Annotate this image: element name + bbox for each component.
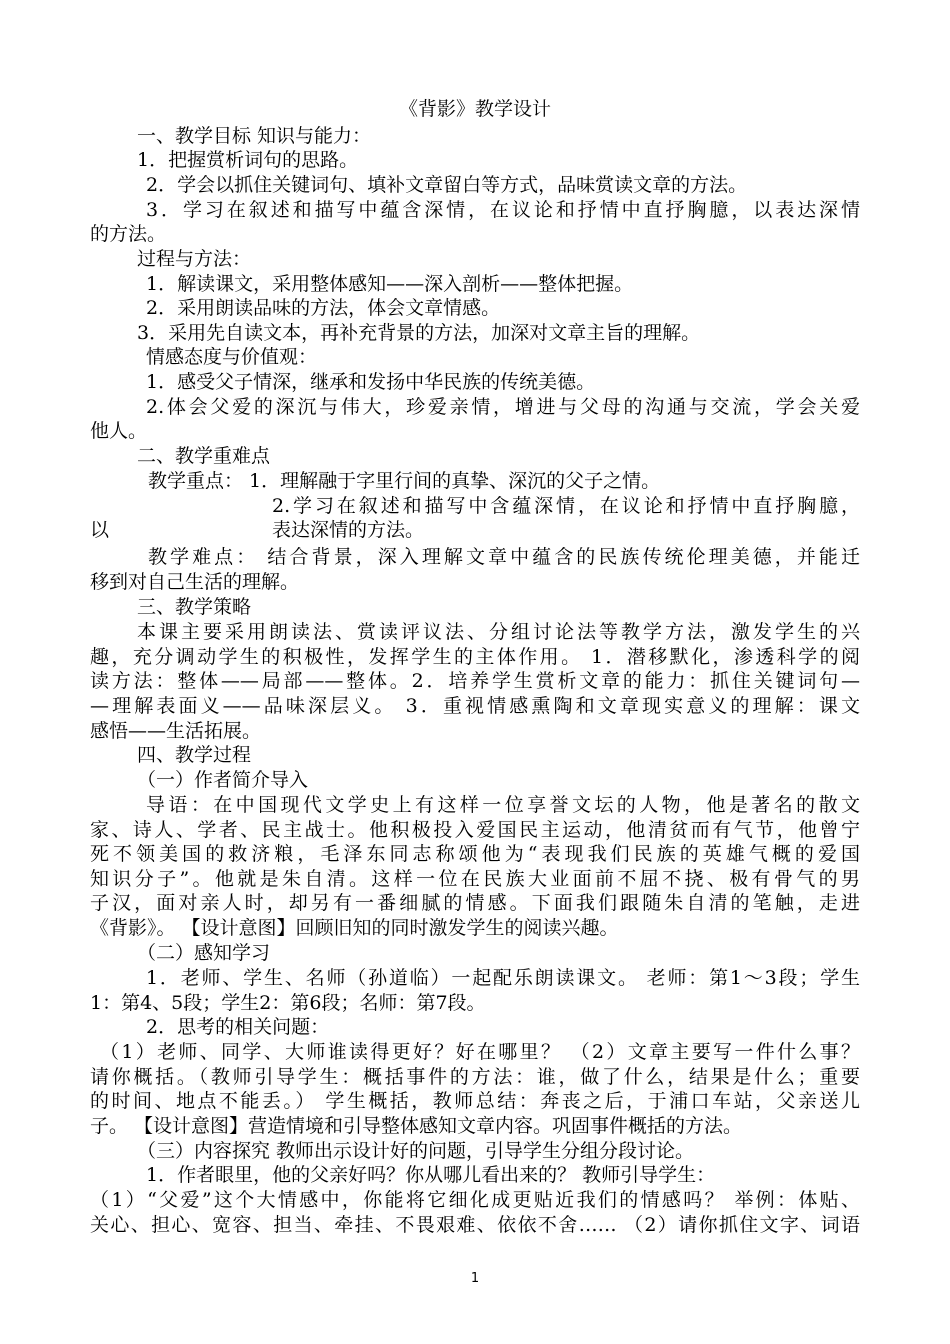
subsection-heading: （二）感知学习: [137, 942, 271, 964]
section-heading-process: 四、教学过程: [137, 744, 252, 766]
subsection-heading: （三）内容探究 教师出示设计好的问题，引导学生分组分段讨论。: [137, 1140, 695, 1162]
text-line: 3．学习在叙述和描写中蕴含深情，在议论和抒情中直抒胸臆，以表达深情: [146, 199, 860, 221]
text-line: 2．采用朗读品味的方法，体会文章情感。: [146, 297, 501, 319]
text-line: 3．采用先自读文本，再补充背景的方法，加深对文章主旨的理解。: [137, 322, 701, 344]
text-line: —理解表面义——品味深层义。 3．重视情感熏陶和文章现实意义的理解：课文: [90, 695, 860, 717]
text-line: 2．学会以抓住关键词句、填补文章留白等方式，品味赏读文章的方法。: [146, 174, 748, 196]
text-line: 读方法：整体——局部——整体。2．培养学生赏析文章的能力：抓住关键词句—: [90, 670, 860, 692]
page-number: 1: [470, 1271, 480, 1286]
text-line: 子汉，面对亲人时，却另有一番细腻的情感。下面我们跟随朱自清的笔触，走进: [90, 892, 860, 914]
text-line: 2.体会父爱的深沉与伟大，珍爱亲情，增进与父母的沟通与交流，学会关爱: [146, 396, 860, 418]
text-line: 1．感受父子情深，继承和发扬中华民族的传统美德。: [146, 371, 596, 393]
text-line: 1．作者眼里，他的父亲好吗？你从哪儿看出来的？ 教师引导学生：: [146, 1164, 716, 1186]
text-line: 请你概括。（教师引导学生：概括事件的方法：谁，做了什么，结果是什么；重要: [90, 1066, 860, 1088]
text-line: 1：第4、5段；学生2：第6段；名师：第7段。: [90, 992, 486, 1014]
text-line: 趣，充分调动学生的积极性，发挥学生的主体作用。 1．潜移默化，渗透科学的阅: [90, 646, 860, 668]
text-line: 关心、担心、宽容、担当、牵挂、不畏艰难、依依不舍…… （2）请你抓住文字、词语: [90, 1214, 860, 1236]
text-line: 《背影》。 【设计意图】回顾旧知的同时激发学生的阅读兴趣。: [90, 917, 619, 939]
text-line: 他人。: [90, 420, 148, 442]
text-line: 本课主要采用朗读法、赏读评议法、分组讨论法等教学方法，激发学生的兴: [137, 621, 860, 643]
subsection-heading: 情感态度与价值观：: [146, 346, 318, 368]
section-heading-strategy: 三、教学策略: [137, 596, 252, 618]
text-line: 表达深情的方法。: [272, 519, 425, 541]
text-line: 1．把握赏析词句的思路。: [137, 149, 359, 171]
text-line: 2．思考的相关问题：: [146, 1016, 330, 1038]
text-line: 2.学习在叙述和描写中含蕴深情，在议论和抒情中直抒胸臆，: [272, 495, 860, 517]
text-line: 的时间、地点不能丢。） 学生概括，教师总结：奔丧之后，于浦口车站，父亲送儿: [90, 1090, 860, 1112]
text-line: （1）“父爱”这个大情感中，你能将它细化成更贴近我们的情感吗？ 举例：体贴、: [90, 1189, 860, 1211]
text-line: 移到对自己生活的理解。: [90, 571, 300, 593]
text-line: 1．解读课文，采用整体感知——深入剖析——整体把握。: [146, 273, 634, 295]
subsection-heading: 过程与方法：: [137, 248, 252, 270]
text-line: 死不领美国的救济粮，毛泽东同志称颂他为“表现我们民族的英雄气概的爱国: [90, 843, 860, 865]
text-line: 导语：在中国现代文学史上有这样一位享誉文坛的人物，他是著名的散文: [146, 794, 860, 816]
text-line: 子。 【设计意图】营造情境和引导整体感知文章内容。巩固事件概括的方法。: [90, 1115, 743, 1137]
text-line: 教学难点： 结合背景，深入理解文章中蕴含的民族传统伦理美德，并能迁: [148, 546, 860, 568]
document-title: 《背影》教学设计: [398, 98, 551, 120]
text-line: 的方法。: [90, 223, 167, 245]
text-line: 家、诗人、学者、民主战士。他积极投入爱国民主运动，他清贫而有气节，他曾宁: [90, 819, 860, 841]
text-line: 感悟——生活拓展。: [90, 720, 262, 742]
text-line: 教学重点： 1．理解融于字里行间的真挚、深沉的父子之情。: [148, 470, 661, 492]
text-line: 以: [90, 519, 110, 541]
text-line: 知识分子”。他就是朱自清。这样一位在民族大业面前不屈不挠、极有骨气的男: [90, 868, 860, 890]
text-line: （1）老师、同学、大师谁读得更好？好在哪里？ （2）文章主要写一件什么事？: [100, 1041, 860, 1063]
section-heading-key-points: 二、教学重难点: [137, 445, 271, 467]
text-line: 1．老师、学生、名师（孙道临）一起配乐朗读课文。 老师：第1～3段；学生: [146, 967, 860, 989]
subsection-heading: （一）作者简介导入: [137, 769, 309, 791]
section-heading-objectives: 一、教学目标 知识与能力：: [137, 125, 372, 147]
